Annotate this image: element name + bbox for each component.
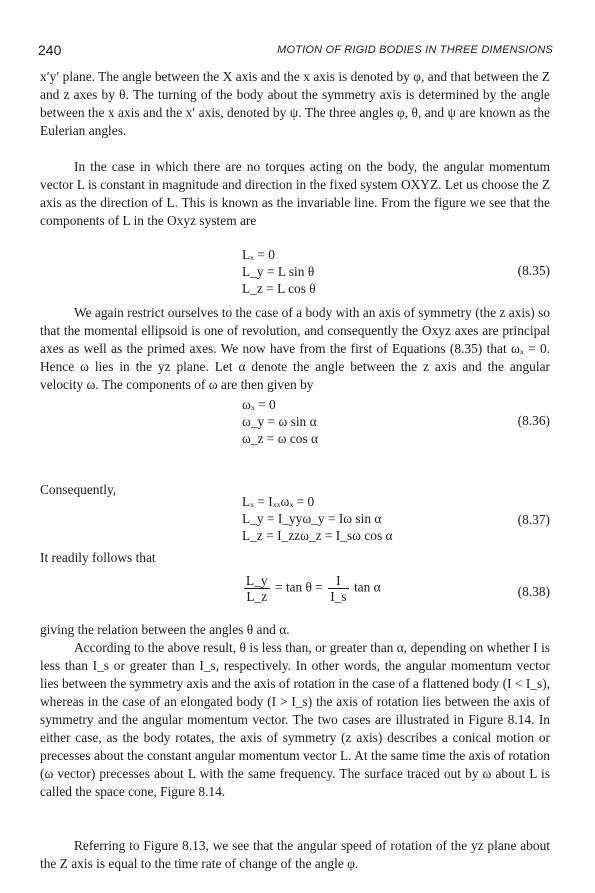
paragraph-precession: According to the above result, θ is less than, or greater than α, depending on whether I is less than I_s or greater than I_s, respectively. In other words, the angular momentum vector lies between the symmetry axis and the axis of rotation in the case of a flattened body (I < I_s), whereas in the case of an elongated body (I > I_s) the axis of rotation lies between the axis of symmetry and the angular momentum vector. The two cases are illustrated in Figure 8.14. In either case, as the body rotates, the axis of symmetry (z axis) describes a conical motion or precesses about the constant angular momentum vector L. At the same time the axis of rotation (ω vector) precesses about L with the same frequency. The surface traced out by ω about L is called the space cone, Figure 8.14. bbox=[40, 640, 550, 799]
equation-line: L_y = L sin θ bbox=[242, 264, 315, 279]
equation-line: Lₓ = 0 bbox=[242, 247, 276, 262]
equation-number-8-38: (8.38) bbox=[517, 584, 550, 599]
fraction-l bbox=[244, 573, 270, 604]
equation-middle: = tan θ = bbox=[274, 579, 323, 595]
paragraph-angular-momentum: In the case in which there are no torques acting on the body, the angular momentum vector L is constant in magnitude and direction in the fixed system OXYZ. Let us choose the Z axis as the direction of L. This is known as the invariable line. From the figure we see that the components of L in the Oxyz system are bbox=[40, 159, 550, 228]
equation-line: ωₓ = 0 bbox=[242, 397, 276, 412]
equation-line: ω_y = ω sin α bbox=[242, 414, 317, 429]
equation-line: Lₓ = Iₓₓωₓ = 0 bbox=[242, 494, 315, 509]
fraction-numerator: L_y bbox=[246, 573, 268, 588]
equation-8-35 bbox=[242, 246, 316, 297]
equation-number-8-36: (8.36) bbox=[517, 413, 550, 428]
equation-number-8-37: (8.37) bbox=[517, 512, 550, 527]
equation-8-37 bbox=[242, 493, 393, 544]
paragraph-symmetry-axis: We again restrict ourselves to the case of a body with an axis of symmetry (the z axis) so that the momental ellipsoid is one of revolution, and consequently the Oxyz axes are principal axes as well as the primed axes. We now have from the first of Equations (8.35) that ωₓ = 0. Hence ω lies in the yz plane. Let α denote the angle between the z axis and the angular velocity ω. The components of ω are then given by bbox=[40, 305, 550, 392]
paragraph-eulerian-angles: x′y′ plane. The angle between the X axis and the x axis is denoted by φ, and that between the Z and z axes by θ. The turning of the body about the symmetry axis is determined by the angle between the x axis and the x′ axis, denoted by ψ. The three angles φ, θ, and ψ are known as the Eulerian angles. bbox=[40, 69, 550, 138]
fraction-i bbox=[328, 573, 348, 604]
equation-line: L_y = I_yyω_y = Iω sin α bbox=[242, 511, 382, 526]
equation-8-36 bbox=[242, 396, 318, 447]
readily-label: It readily follows that bbox=[40, 550, 156, 565]
fraction-denominator: L_z bbox=[246, 589, 268, 604]
equation-tail: tan α bbox=[353, 579, 381, 595]
fraction-numerator: I bbox=[328, 573, 348, 589]
page-number: 240 bbox=[38, 42, 62, 58]
equation-line: L_z = I_zzω_z = I_sω cos α bbox=[242, 528, 393, 543]
running-title: MOTION OF RIGID BODIES IN THREE DIMENSIONS bbox=[277, 44, 553, 56]
fraction-denominator: I_s bbox=[330, 589, 347, 604]
consequently-label: Consequently, bbox=[40, 482, 117, 497]
paragraph-angular-speed: Referring to Figure 8.13, we see that the angular speed of rotation of the yz plane about the Z axis is equal to the time rate of change of the angle φ. bbox=[40, 838, 550, 871]
equation-8-38 bbox=[242, 573, 381, 604]
paragraph-relation: giving the relation between the angles θ and α. bbox=[40, 622, 290, 637]
equation-line: L_z = L cos θ bbox=[242, 281, 316, 296]
equation-number-8-35: (8.35) bbox=[517, 263, 550, 278]
equation-line: ω_z = ω cos α bbox=[242, 431, 319, 446]
